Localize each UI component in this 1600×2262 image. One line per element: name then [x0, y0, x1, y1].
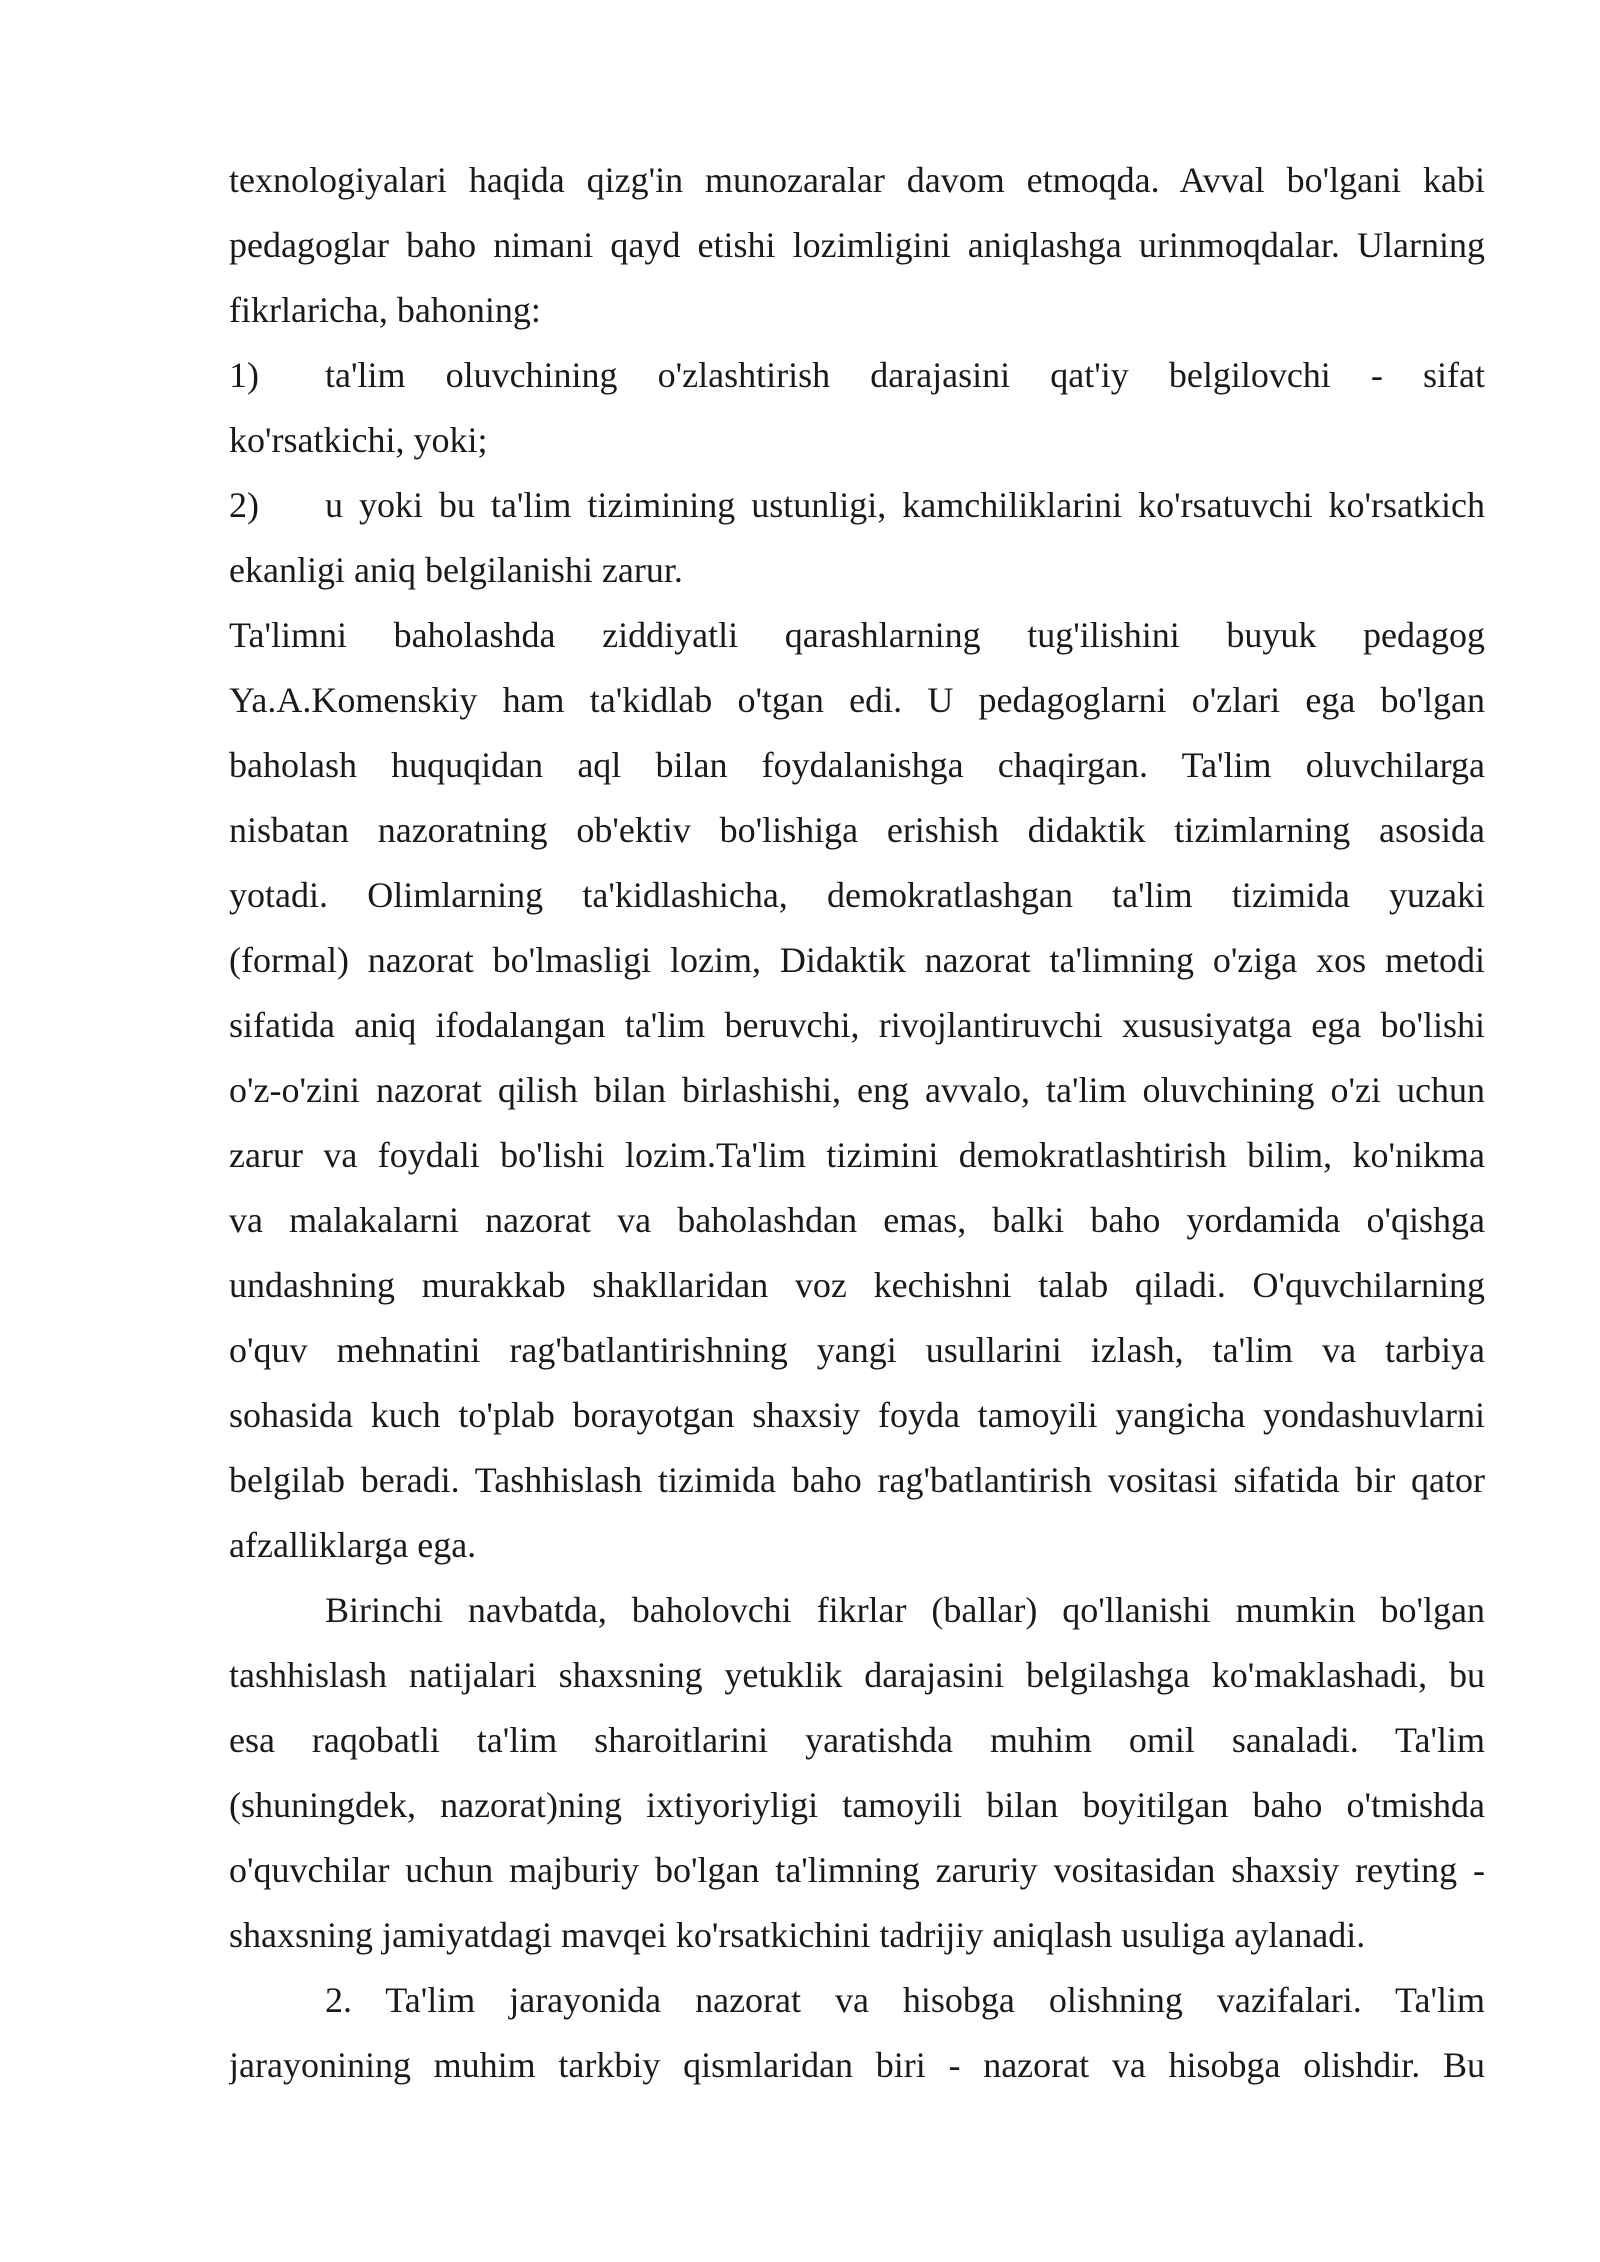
text-line: jarayonining muhim tarkbiy qismlaridan biri - nazorat va hisobga olishdir. Bu — [229, 2045, 1485, 2085]
text-line: Birinchi navbatda, baholovchi fikrlar (ballar) qo'llanishi mumkin bo'lgan — [325, 1590, 1485, 1630]
text-line: pedagoglar baho nimani qayd etishi lozimligini aniqlashga urinmoqdalar. Ularning — [229, 225, 1485, 265]
text-line: va malakalarni nazorat va baholashdan emas, balki baho yordamida o'qishga — [229, 1200, 1485, 1240]
text-line: belgilab beradi. Tashhislash tizimida baho rag'batlantirish vositasi sifatida bir qator — [229, 1460, 1485, 1500]
text-line: ekanligi aniq belgilanishi zarur. — [229, 550, 683, 590]
text-line: esa raqobatli ta'lim sharoitlarini yaratishda muhim omil sanaladi. Ta'lim — [229, 1720, 1485, 1760]
text-line: o'quv mehnatini rag'batlantirishning yangi usullarini izlash, ta'lim va tarbiya — [229, 1330, 1485, 1370]
text-line: texnologiyalari haqida qizg'in munozaralar davom etmoqda. Avval bo'lgani kabi — [229, 160, 1485, 200]
list-number: 1) — [229, 355, 259, 395]
text-line: tashhislash natijalari shaxsning yetuklik darajasini belgilashga ko'maklashadi, bu — [229, 1655, 1485, 1695]
text-line: (shuningdek, nazorat)ning ixtiyoriyligi tamoyili bilan boyitilgan baho o'tmishda — [229, 1785, 1485, 1825]
text-line: shaxsning jamiyatdagi mavqei ko'rsatkichini tadrijiy aniqlash usuliga aylanadi. — [229, 1915, 1366, 1955]
text-line: o'z-o'zini nazorat qilish bilan birlashishi, eng avvalo, ta'lim oluvchining o'zi uchun — [229, 1070, 1485, 1110]
list-item-1 — [229, 343, 1485, 408]
body-text — [229, 148, 1485, 2098]
text-line: ko'rsatkichi, yoki; — [229, 420, 488, 460]
text-line: o'quvchilar uchun majburiy bo'lgan ta'limning zaruriy vositasidan shaxsiy reyting - — [229, 1850, 1485, 1890]
list-item-2 — [229, 473, 1485, 538]
text-line: (formal) nazorat bo'lmasligi lozim, Didaktik nazorat ta'limning o'ziga xos metodi — [229, 940, 1485, 980]
list-text: u yoki bu ta'lim tizimining ustunligi, kamchiliklarini ko'rsatuvchi ko'rsatkich — [325, 485, 1485, 525]
text-line: sifatida aniq ifodalangan ta'lim beruvchi, rivojlantiruvchi xususiyatga ega bo'lishi — [229, 1005, 1485, 1045]
text-line: fikrlaricha, bahoning: — [229, 290, 541, 330]
text-line: afzalliklarga ega. — [229, 1525, 477, 1565]
text-line: Ta'limni baholashda ziddiyatli qarashlarning tug'ilishini buyuk pedagog — [229, 615, 1485, 655]
text-line: 2. Ta'lim jarayonida nazorat va hisobga olishning vazifalari. Ta'lim — [325, 1980, 1485, 2020]
list-number: 2) — [229, 485, 259, 525]
list-text: ta'lim oluvchining o'zlashtirish darajasini qat'iy belgilovchi - sifat — [325, 355, 1485, 395]
text-line: Ya.A.Komenskiy ham ta'kidlab o'tgan edi. U pedagoglarni o'zlari ega bo'lgan — [229, 680, 1485, 720]
text-line: zarur va foydali bo'lishi lozim.Ta'lim tizimini demokratlashtirish bilim, ko'nikma — [229, 1135, 1485, 1175]
text-line: nisbatan nazoratning ob'ektiv bo'lishiga erishish didaktik tizimlarning asosida — [229, 810, 1485, 850]
text-line: baholash huquqidan aql bilan foydalanishga chaqirgan. Ta'lim oluvchilarga — [229, 745, 1485, 785]
text-line: sohasida kuch to'plab borayotgan shaxsiy foyda tamoyili yangicha yondashuvlarni — [229, 1395, 1485, 1435]
text-line: undashning murakkab shakllaridan voz kechishni talab qiladi. O'quvchilarning — [229, 1265, 1485, 1305]
text-line: yotadi. Olimlarning ta'kidlashicha, demokratlashgan ta'lim tizimida yuzaki — [229, 875, 1485, 915]
